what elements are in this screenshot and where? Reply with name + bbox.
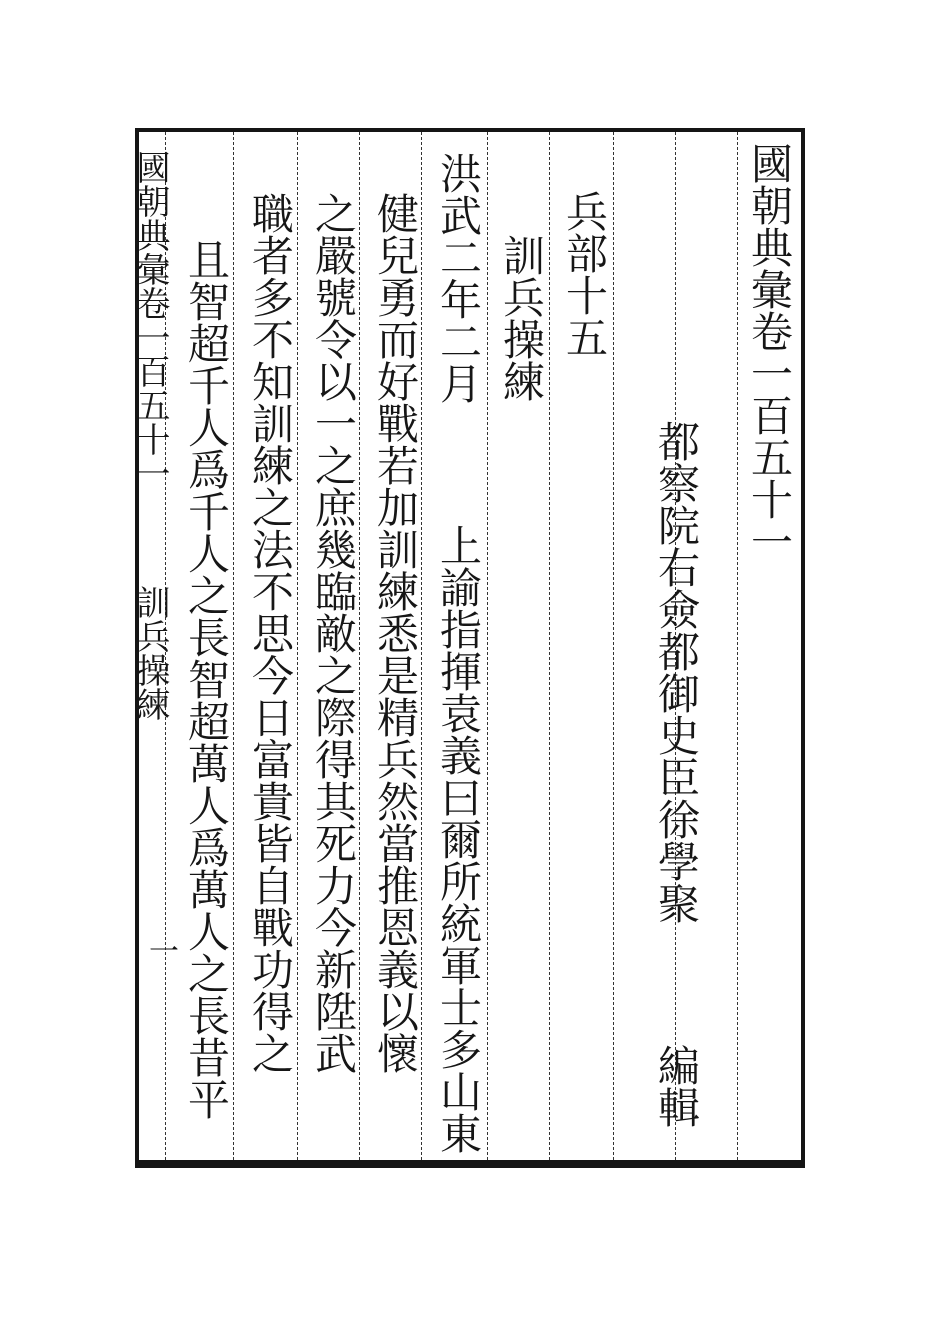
category-heading: 兵部十五	[560, 190, 609, 358]
compiler-name: 都察院右僉都御史臣徐學聚	[652, 420, 701, 924]
text-line-4: 職者多不知訓練之法不思今日富貴皆自戰功得之	[246, 192, 295, 1074]
column-divider	[549, 132, 550, 1160]
fold-page-number: 一	[143, 935, 178, 965]
compiler-role: 編輯	[652, 1044, 701, 1128]
column-divider	[297, 132, 298, 1160]
text-line-3: 之嚴號令以一之庶幾臨敵之際得其死力今新陞武	[309, 192, 358, 1074]
date-entry: 洪武二年二月	[434, 152, 483, 404]
text-line-2: 健兒勇而好戰若加訓練悉是精兵然當推恩義以懷	[371, 192, 420, 1074]
right-border	[801, 128, 805, 1168]
top-border	[135, 128, 805, 132]
section-heading: 訓兵操練	[497, 234, 546, 402]
bottom-border	[135, 1160, 805, 1168]
volume-title: 國朝典彙卷一百五十一	[745, 142, 794, 562]
compiler-line	[652, 420, 701, 1128]
column-divider	[613, 132, 614, 1160]
text-line-1	[434, 152, 483, 1154]
text-line-5: 且智超千人爲千人之長智超萬人爲萬人之長昔平	[182, 238, 231, 1120]
imperial-edict: 上諭指揮袁義曰爾所統軍士多山東	[434, 524, 483, 1154]
fold-section-label: 訓兵操練	[130, 585, 170, 721]
column-divider	[487, 132, 488, 1160]
fold-book-title: 國朝典彙卷一百五十一	[130, 150, 170, 490]
column-divider	[359, 132, 360, 1160]
column-divider	[421, 132, 422, 1160]
column-divider	[737, 132, 738, 1160]
column-divider	[233, 132, 234, 1160]
